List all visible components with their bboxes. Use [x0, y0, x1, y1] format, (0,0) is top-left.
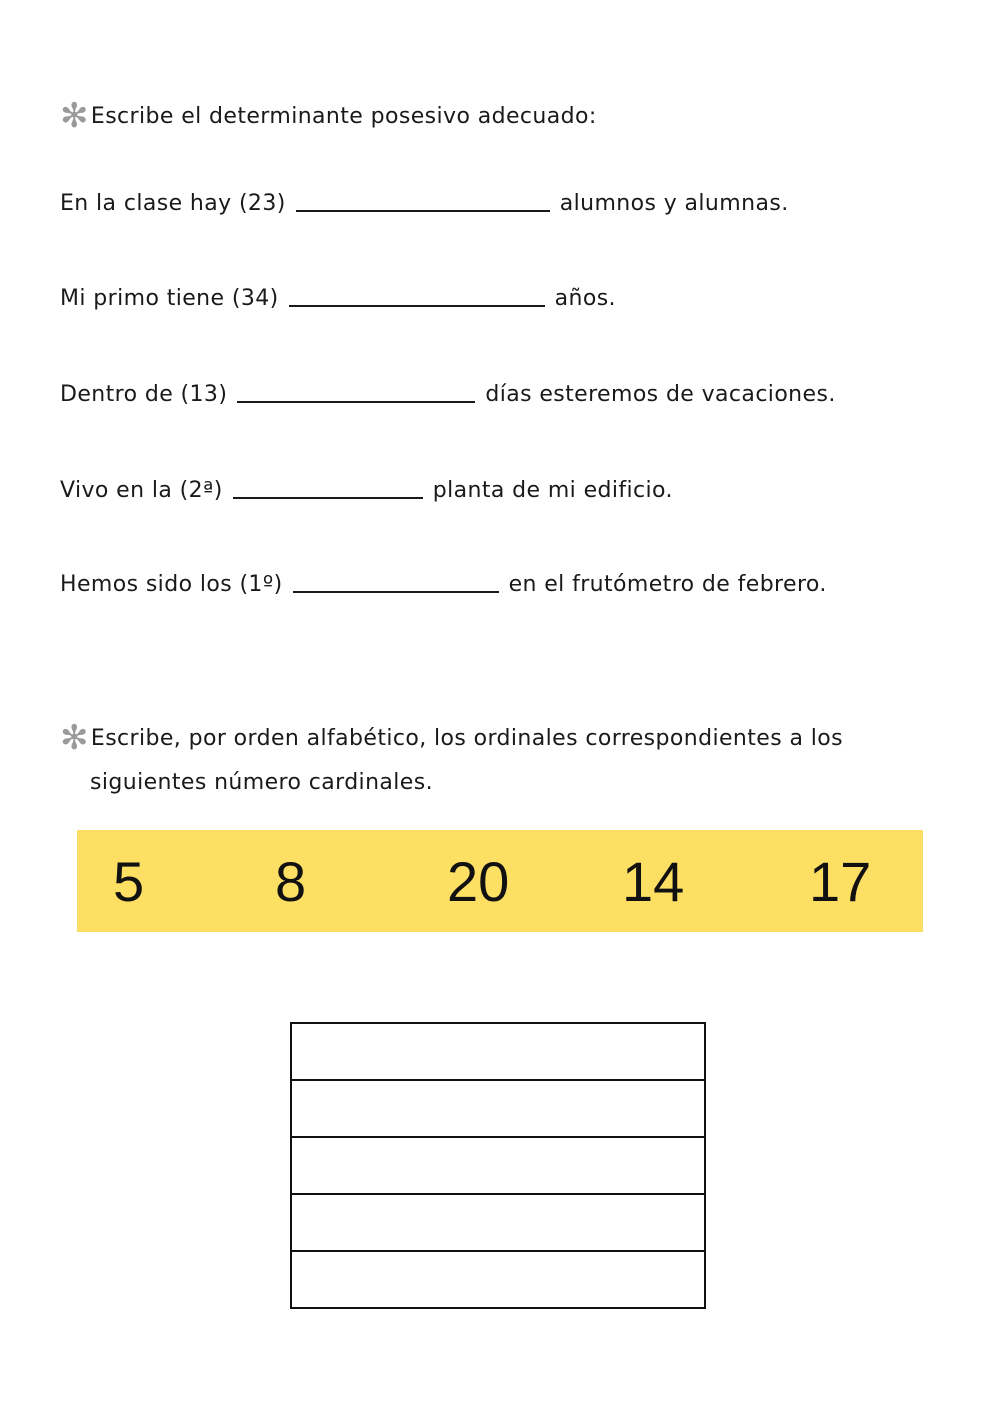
answer-blank-2[interactable] — [289, 285, 545, 307]
sentence-3-before: Dentro de (13) — [60, 382, 228, 407]
instruction-1 — [60, 92, 597, 136]
asterisk-flower-icon: ✻ — [60, 718, 89, 758]
cardinal-number: 14 — [622, 850, 685, 913]
sentence-1-before: En la clase hay (23) — [60, 191, 286, 216]
sentence-2-after: años. — [554, 286, 616, 311]
answer-blank-1[interactable] — [296, 190, 550, 212]
sentence-2-before: Mi primo tiene (34) — [60, 286, 279, 311]
sentence-4-before: Vivo en la (2ª) — [60, 478, 223, 503]
instruction-2-line1: Escribe, por orden alfabético, los ordinales correspondientes a los — [90, 726, 843, 751]
sentence-5 — [60, 571, 827, 597]
sentence-5-after: en el frutómetro de febrero. — [508, 572, 827, 597]
cardinal-number: 8 — [275, 850, 307, 913]
answer-blank-3[interactable] — [237, 381, 475, 403]
sentence-3 — [60, 381, 836, 407]
sentence-4 — [60, 477, 673, 503]
answer-cell-5[interactable] — [291, 1251, 705, 1308]
sentence-4-after: planta de mi edificio. — [432, 478, 673, 503]
sentence-2 — [60, 285, 616, 311]
answer-cell-2[interactable] — [291, 1080, 705, 1137]
instruction-1-text: Escribe el determinante posesivo adecuado: — [90, 104, 597, 129]
answer-blank-5[interactable] — [293, 571, 499, 593]
sentence-5-before: Hemos sido los (1º) — [60, 572, 283, 597]
answer-cell-1[interactable] — [291, 1023, 705, 1080]
sentence-1 — [60, 190, 789, 216]
ordinals-answer-table — [290, 1022, 706, 1309]
cardinal-number: 5 — [113, 850, 145, 913]
sentence-3-after: días esteremos de vacaciones. — [485, 382, 836, 407]
sentence-1-after: alumnos y alumnas. — [559, 191, 789, 216]
cardinal-number: 20 — [447, 850, 510, 913]
cardinal-number: 17 — [809, 850, 872, 913]
cardinal-numbers-bar — [77, 830, 923, 932]
answer-cell-4[interactable] — [291, 1194, 705, 1251]
instruction-2-line2: siguientes número cardinales. — [90, 770, 433, 795]
asterisk-flower-icon: ✻ — [60, 96, 89, 136]
answer-cell-3[interactable] — [291, 1137, 705, 1194]
answer-blank-4[interactable] — [233, 477, 423, 499]
instruction-2 — [60, 714, 843, 795]
